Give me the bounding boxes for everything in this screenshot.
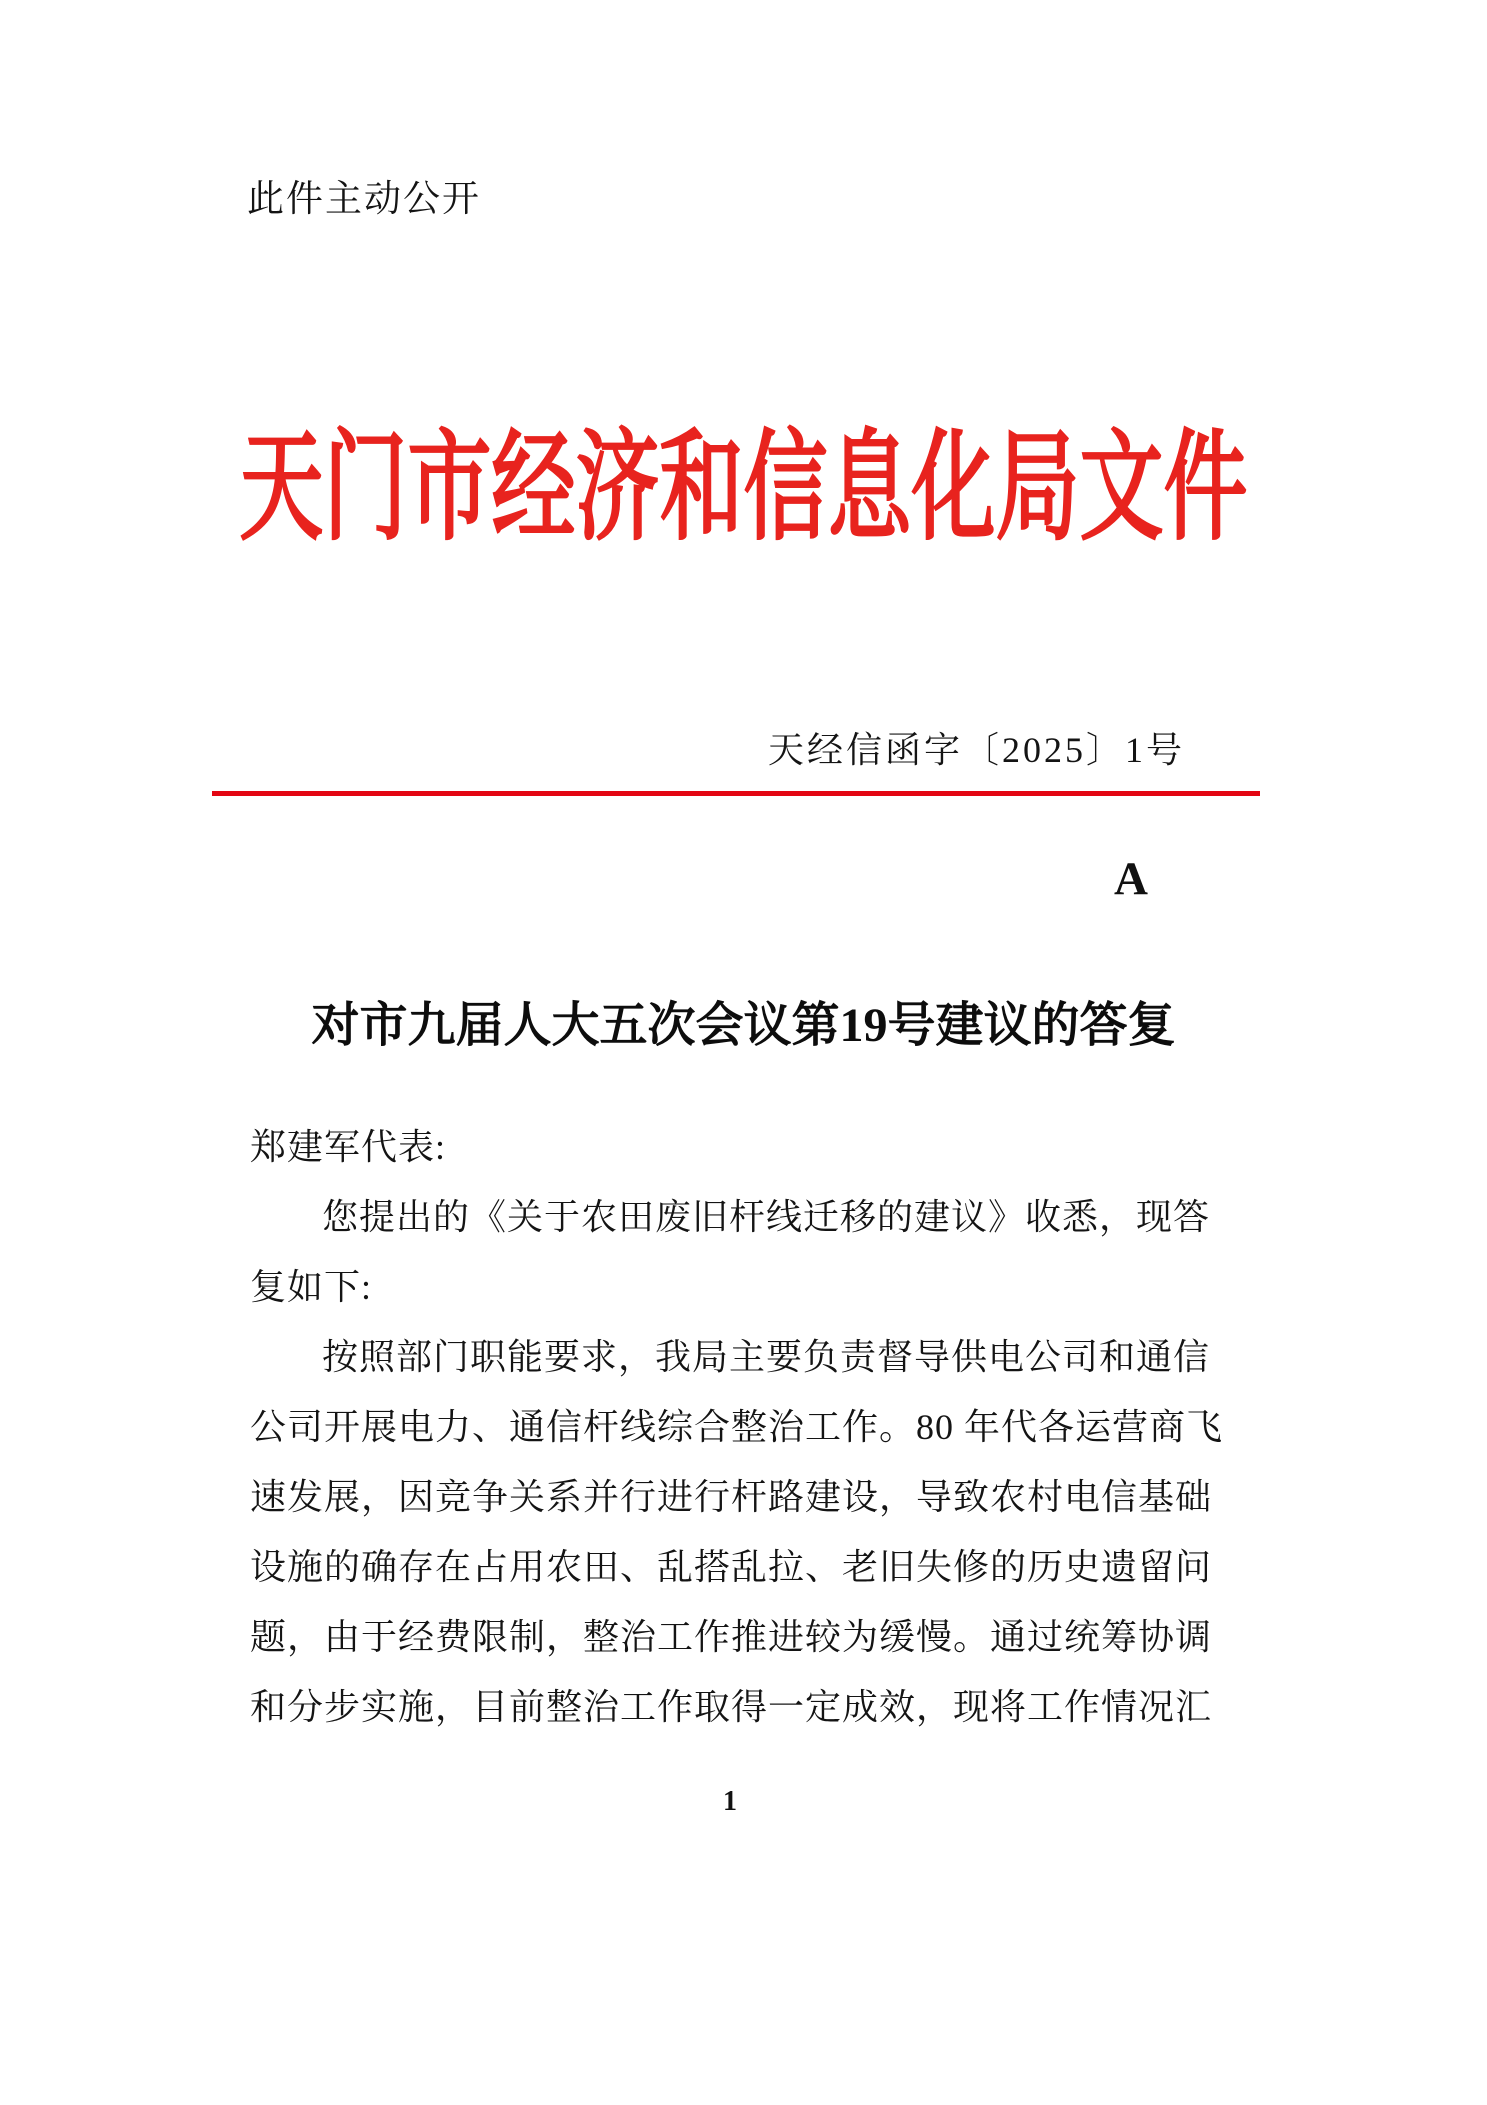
body-line: 复如下: [250,1267,373,1307]
body-line: 您提出的《关于农田废旧杆线迁移的建议》收悉，现答 [322,1197,1211,1237]
body-line: 速发展，因竞争关系并行进行杆路建设，导致农村电信基础 [250,1477,1213,1517]
body-text-block [250,1112,1224,1742]
page-number: 1 [723,1786,737,1817]
body-line: 按照部门职能要求，我局主要负责督导供电公司和通信 [322,1337,1211,1377]
body-line: 题，由于经费限制，整治工作推进较为缓慢。通过统筹协调 [250,1617,1213,1657]
disclosure-notice: 此件主动公开 [247,179,481,220]
agency-header-title: 天门市经济和信息化局文件 [239,422,1248,556]
body-line: 和分步实施，目前整治工作取得一定成效，现将工作情况汇 [250,1687,1213,1727]
red-separator-line [212,791,1260,796]
body-line: 设施的确存在占用农田、乱搭乱拉、老旧失修的历史遗留问 [250,1547,1213,1587]
document-title: 对市九届人大五次会议第19号建议的答复 [311,999,1176,1052]
body-line: 公司开展电力、通信杆线综合整治工作。80 年代各运营商飞 [250,1407,1224,1447]
body-line-salutation: 郑建军代表: [250,1127,447,1167]
section-marker: A [1114,853,1148,905]
doc-number: 天经信函字〔2025〕1号 [767,730,1185,770]
